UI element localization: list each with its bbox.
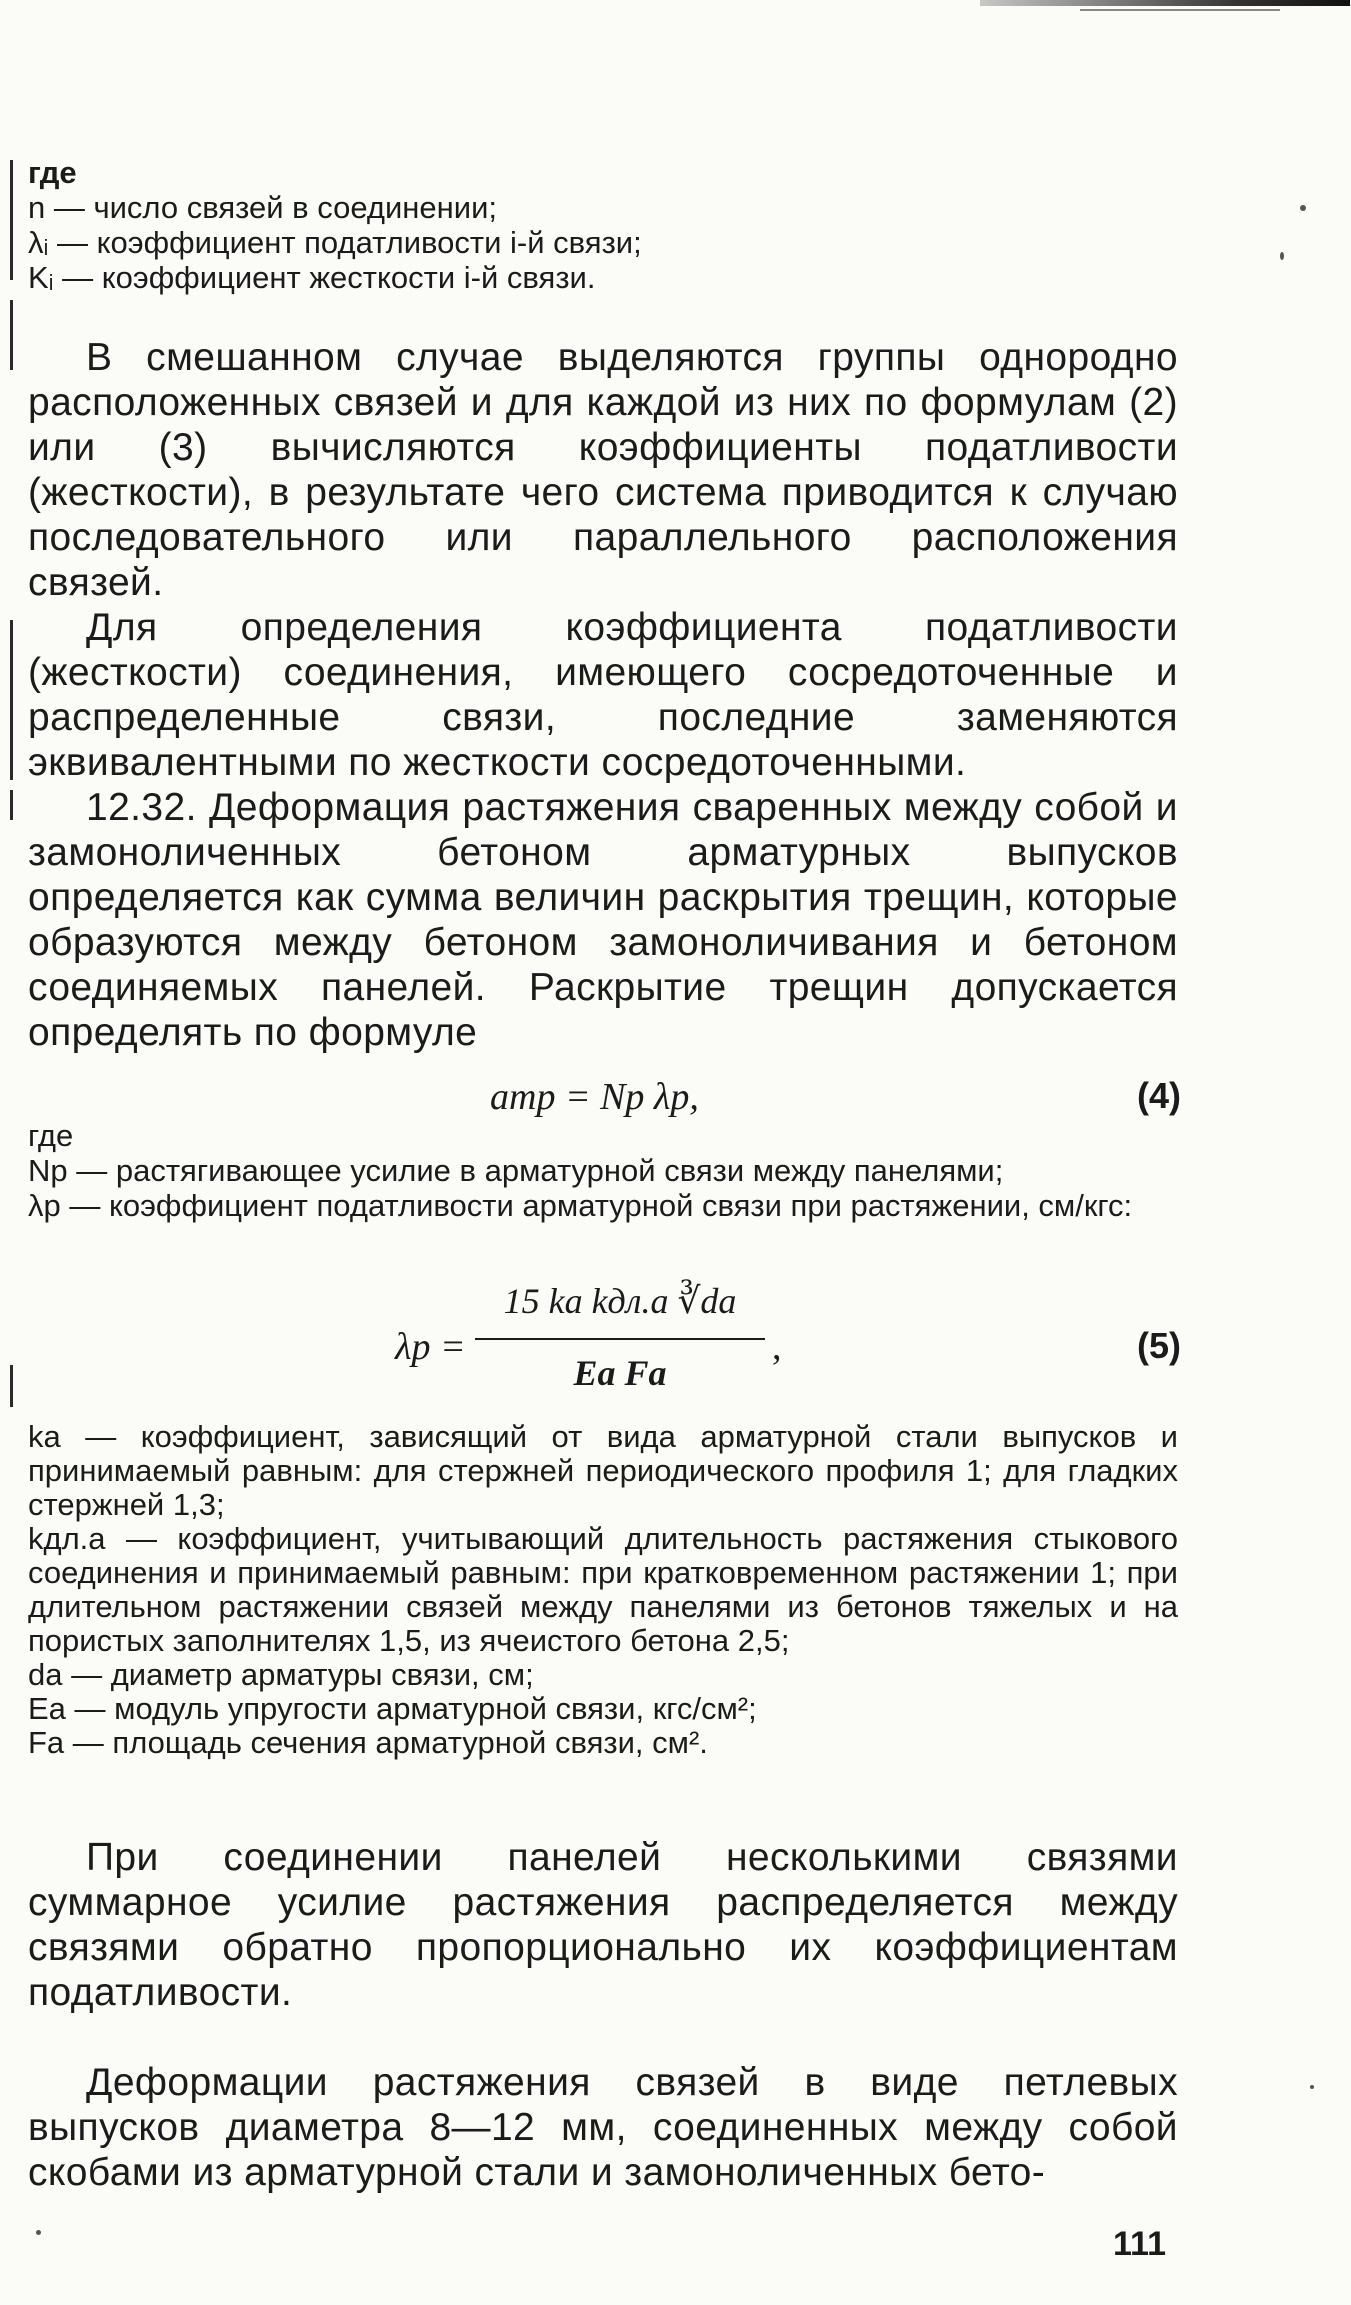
- scan-speck: [36, 2230, 41, 2235]
- def-fa: Fа — площадь сечения арматурной связи, см².: [28, 1725, 708, 1760]
- where-block-2: [28, 1118, 1178, 1223]
- equation-number-5: (5): [1137, 1325, 1181, 1366]
- where-label-2: где: [28, 1118, 74, 1153]
- scan-edge-left: [10, 300, 13, 370]
- def-n-p: Nр — растягивающее усилие в арматурной связи между панелями;: [28, 1153, 1004, 1188]
- scan-edge-top-thin: [1080, 9, 1280, 11]
- def-kdl: kдл.а — коэффициент, учитывающий длительность растяжения стыкового соединения и принимаемый равным: при кратковременном растяжении 1; при длительном растяжении связей между панелями из бетонов тяжелых и на пористых заполнителях 1,5, из ячеистого бетона 2,5;: [28, 1521, 1178, 1658]
- def-ka: kа — коэффициент, зависящий от вида арматурной стали выпусков и принимаемый равным: для стержней периодического профиля 1; для гладких стержней 1,3;: [28, 1419, 1178, 1522]
- formula-4: aтр = Nр λр,: [490, 1076, 699, 1118]
- def-k-i: Kᵢ — коэффициент жесткости i-й связи.: [28, 260, 596, 295]
- paragraph-text: Для определения коэффициента податливости (жесткости) соединения, имеющего сосредоточенные и распределенные связи, последние заменяются эквивалентными по жесткости сосредоточенными.: [28, 606, 1178, 784]
- scan-edge-left: [10, 790, 13, 820]
- scan-edge-top: [980, 0, 1350, 6]
- where-label: где: [28, 155, 77, 190]
- scan-edge-left: [10, 1365, 13, 1407]
- paragraph-text: В смешанном случае выделяются группы однородно расположенных связей и для каждой из них по формулам (2) или (3) вычисляются коэффициенты податливости (жесткости), в результате чего система приводится к случаю последовательного или параллельного расположения связей.: [28, 336, 1178, 604]
- def-da: dа — диаметр арматуры связи, см;: [28, 1657, 534, 1692]
- formula-5-denominator: Eа Fа: [573, 1353, 667, 1393]
- paragraph-12-32: [28, 785, 1178, 1055]
- definitions-list: [28, 1420, 1178, 1760]
- fraction-bar: [475, 1338, 765, 1340]
- scan-speck: [1280, 252, 1284, 260]
- formula-5-comma: ,: [772, 1326, 782, 1368]
- scan-edge-left: [10, 160, 13, 280]
- paragraph-text: При соединении панелей несколькими связями суммарное усилие растяжения распределяется между связями обратно пропорционально их коэффициентам податливости.: [28, 1836, 1178, 2014]
- paragraph-loop-outlets: [28, 2060, 1178, 2195]
- def-lambda-i: λᵢ — коэффициент податливости i-й связи;: [28, 225, 642, 260]
- def-lambda-p: λр — коэффициент податливости арматурной связи при растяжении, см/кгс:: [28, 1188, 1133, 1223]
- scan-speck: [1300, 205, 1306, 211]
- formula-5-lhs: λр =: [395, 1326, 466, 1368]
- paragraph-distributed: [28, 605, 1178, 785]
- paragraph-text: 12.32. Деформация растяжения сваренных между собой и замоноличенных бетоном арматурных выпусков определяется как сумма величин раскрытия трещин, которые образуются между бетоном замоноличивания и бетоном соединяемых панелей. Раскрытие трещин допускается определять по формуле: [28, 786, 1178, 1054]
- paragraph-text: Деформации растяжения связей в виде петлевых выпусков диаметра 8—12 мм, соединенных между собой скобами из арматурной стали и замоноличенных бето-: [28, 2061, 1178, 2194]
- paragraph-multiple-links: [28, 1835, 1178, 2015]
- def-n: n — число связей в соединении;: [28, 190, 498, 225]
- equation-number-4: (4): [1137, 1075, 1181, 1116]
- scan-speck: [1310, 2085, 1314, 2089]
- page-number: 111: [1113, 2225, 1166, 2263]
- top-notes: [28, 155, 1178, 295]
- paragraph-mixed-case: [28, 335, 1178, 605]
- formula-5-numerator: 15 kа kдл.а ∛dа: [503, 1281, 737, 1321]
- scan-edge-left: [10, 620, 13, 780]
- def-ea: Eа — модуль упругости арматурной связи, кгс/см²;: [28, 1691, 757, 1726]
